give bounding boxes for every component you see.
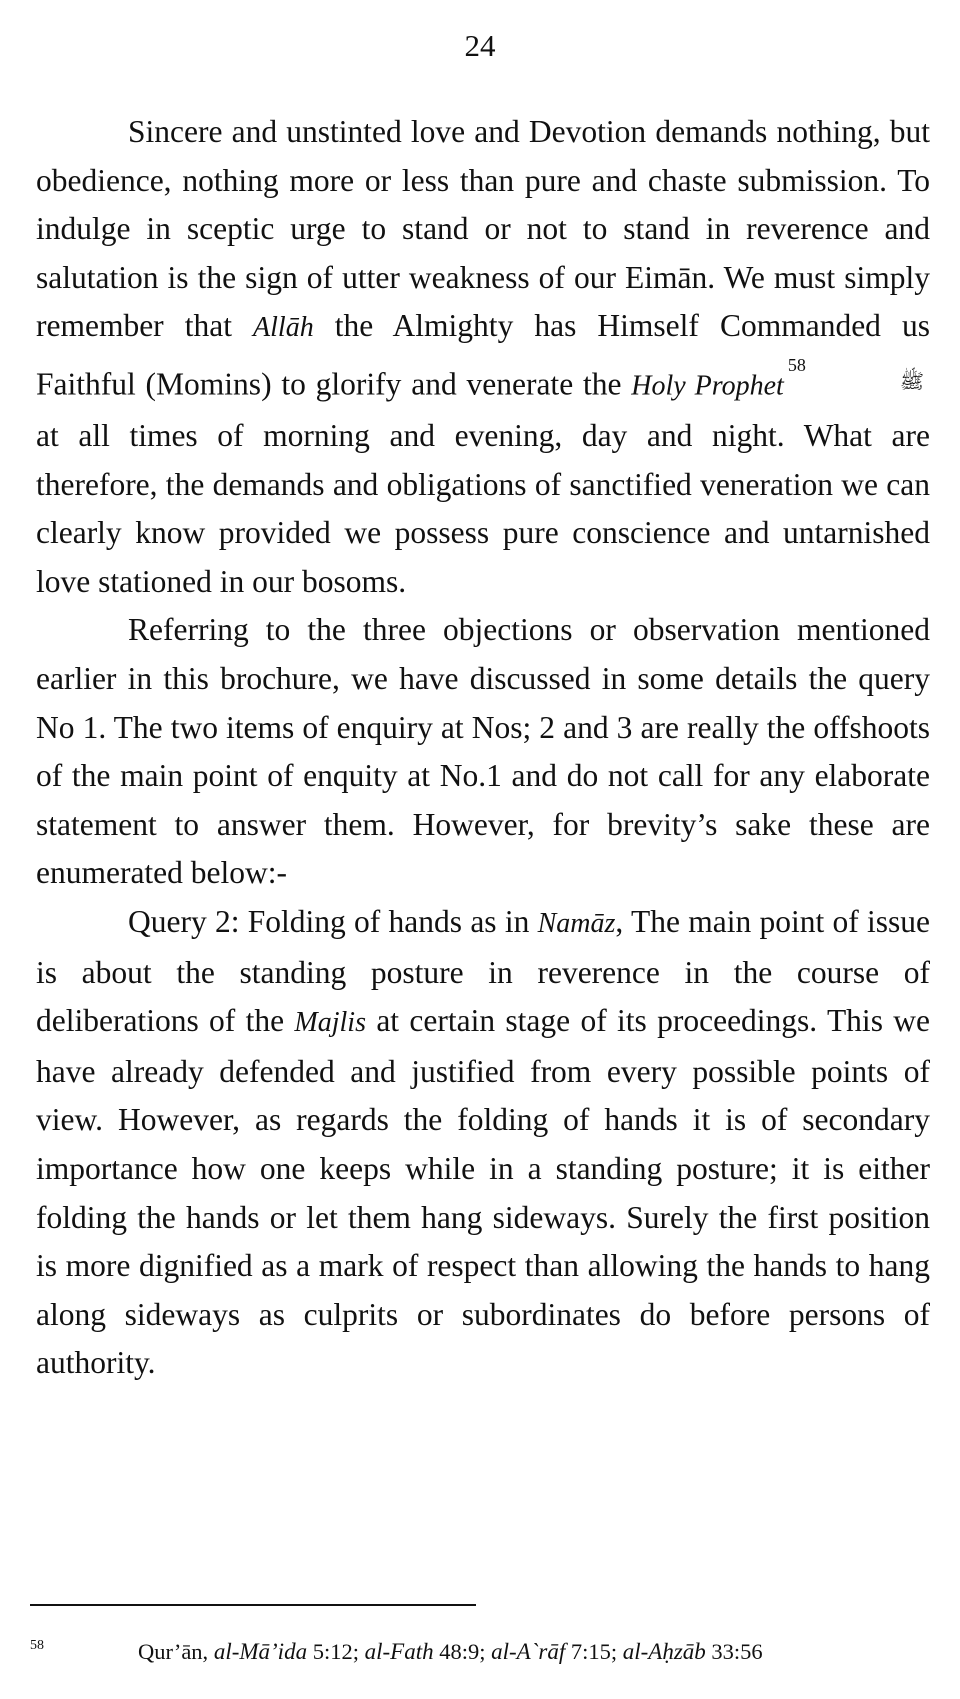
paragraph-3-part-2: , The main point of issue is about the standing posture in reverence in the course of deliberations of the	[36, 904, 930, 1039]
paragraph-1-part-3: at all times of morning and evening, day and night. What are therefore, the demands and obligations of sanctified veneration we can clearly know provided we possess pure conscience and untarnished love stationed in our bosoms.	[36, 418, 930, 599]
term-namaz: Namāz	[537, 908, 616, 939]
footnote-text	[138, 1640, 928, 1664]
term-majlis: Majlis	[294, 1007, 366, 1039]
footnote-reference[interactable]: 58	[787, 354, 806, 375]
paragraph-3-part-1: Query 2: Folding of hands as in	[128, 904, 538, 939]
footnote-ref-1-number: 5:12;	[307, 1639, 365, 1664]
footnote-ref-4-number: 33:56	[705, 1639, 763, 1664]
footnote-ref-4-name: al-Aḥzāb	[622, 1639, 706, 1664]
footnote-ref-2-number: 48:9;	[433, 1639, 492, 1664]
term-holy-prophet: Holy Prophet	[631, 370, 784, 402]
honorific-symbol: ﷺ	[899, 369, 924, 394]
footnote-divider	[30, 1604, 476, 1606]
footnote-ref-3-number: 7:15;	[565, 1639, 623, 1664]
main-text	[36, 108, 930, 1388]
footnote-ref-1-name: al-Mā’ida	[213, 1639, 308, 1664]
footnote-quran: Qur’ān,	[138, 1639, 214, 1664]
paragraph-1	[36, 108, 930, 606]
footnote-ref-3-name: al-A`rāf	[491, 1639, 566, 1664]
paragraph-3	[36, 898, 930, 1388]
footnote-number: 58	[30, 1638, 44, 1653]
paragraph-2: Referring to the three objections or observation mentioned earlier in this brochure, we have discussed in some details the query No 1. The two items of enquiry at Nos; 2 and 3 are really the offshoots of the main point of enquity at No.1 and do not call for any elaborate statement to answer them. However, for brevity’s sake these are enumerated below:-	[36, 612, 930, 891]
paragraph-1-part-1: Sincere and unstinted love and Devotion demands nothing, but obedience, nothing more or less than pure and chaste submission. To indulge in sceptic urge to stand or not to stand in reverence and salutation is the sign of utter weakness of our Eimān. We must simply remember that	[36, 114, 930, 344]
paragraph-1-part-2: the Almighty has Himself Commanded us Faithful (Momins) to glorify and venerate the	[36, 308, 930, 402]
term-allah: Allāh	[253, 312, 314, 344]
footnote-ref-2-name: al-Fath	[364, 1639, 434, 1664]
page-number: 24	[464, 28, 496, 63]
paragraph-3-part-3: at certain stage of its proceedings. This we have already defended and justified from every possible points of view. However, as regards the folding of hands it is of secondary importance how one keeps while in a standing posture; it is either folding the hands or let them hang sideways. Surely the first position is more dignified as a mark of respect than allowing the hands to hang along sideways as culprits or subordinates do before persons of authority.	[36, 1003, 931, 1381]
